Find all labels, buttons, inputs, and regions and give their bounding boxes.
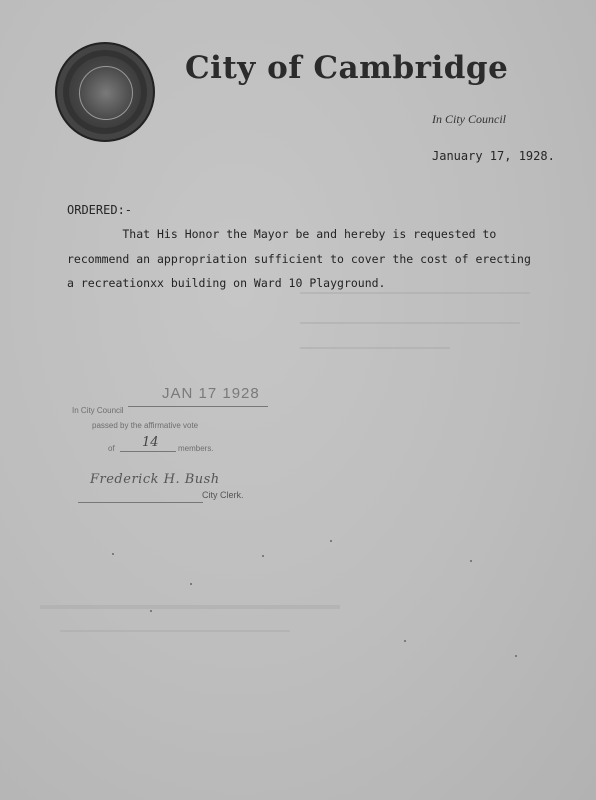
document-date: January 17, 1928. [432,149,555,163]
letterhead-city-name: City of Cambridge [185,50,509,86]
bleed-line [300,322,520,324]
speck [330,540,332,542]
stamp-count-line [120,451,176,452]
speck [262,555,264,557]
bleed-line [60,630,290,632]
signature-line [78,502,203,503]
speck [150,610,152,612]
speck [190,583,192,585]
letterhead-council-label: In City Council [432,112,506,126]
stamp-members-text: members. [178,444,214,453]
order-body-line: recommend an appropriation sufficient to cover the cost of erecting [67,251,531,266]
speck [515,655,517,657]
stamp-date: JAN 17 1928 [162,385,260,402]
stamp-date-line [128,406,268,407]
clerk-label: City Clerk. [202,490,244,500]
stamp-council-text: In City Council [72,406,124,415]
ordered-label: ORDERED:- [67,203,133,217]
stamp-of-text: of [108,444,115,453]
speck [112,553,114,555]
speck [404,640,406,642]
stamp-passed-text: passed by the affirmative vote [92,421,199,430]
stamp-member-count: 14 [142,435,159,450]
bleed-line [40,605,340,609]
council-passed-stamp [70,382,270,512]
order-body-line: That His Honor the Mayor be and hereby is requested to [67,227,497,241]
bleed-line [300,347,450,349]
seal-center-icon [79,66,133,120]
bleed-through-top [232,142,251,183]
clerk-signature: Frederick H. Bush [90,472,220,487]
city-seal-icon [55,42,155,142]
order-body-line: a recreationxx building on Ward 10 Playground. [67,276,386,290]
order-body [67,222,547,296]
speck [470,560,472,562]
